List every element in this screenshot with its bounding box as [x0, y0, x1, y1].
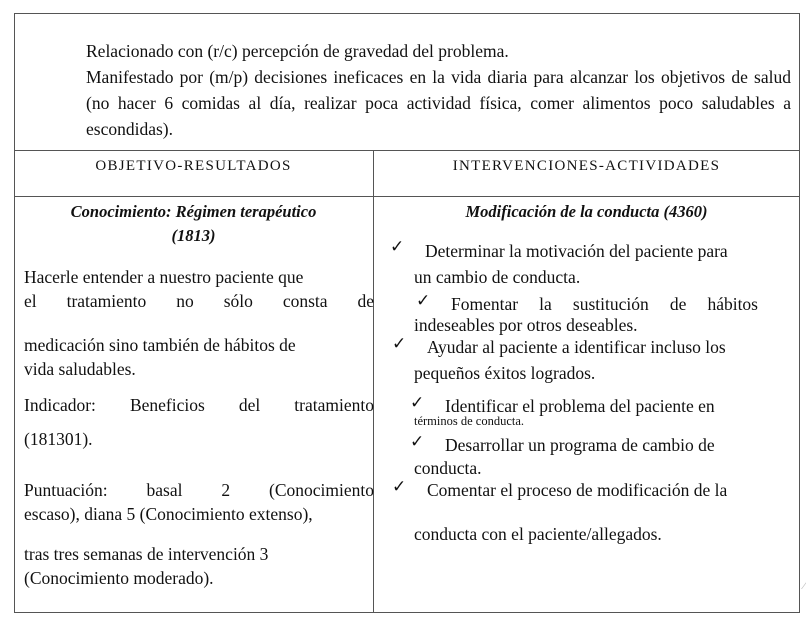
score-line-1: Puntuación: basal 2 (Conocimiento: [24, 480, 374, 500]
activity-3-line-1: Ayudar al paciente a identificar incluso los: [427, 337, 726, 357]
indicator-line-1: Indicador: Beneficios del tratamiento: [24, 395, 374, 415]
header-objetivo: OBJETIVO-RESULTADOS: [95, 158, 292, 174]
score-cont: [24, 542, 374, 590]
objective-line-4: vida saludables.: [24, 359, 136, 379]
check-icon: ✓: [392, 477, 407, 497]
page-edge-mark: ⁄: [803, 578, 806, 593]
activity-4-line-1: Identificar el problema del paciente en: [445, 396, 715, 416]
score-line-2: escaso), diana 5 (Conocimiento extenso),: [24, 504, 313, 524]
intro-line-1: Relacionado con (r/c) percepción de gravedad del problema.: [86, 41, 509, 61]
activity-1-line-2: un cambio de conducta.: [414, 267, 581, 287]
activity-4-line-2: términos de conducta.: [414, 414, 525, 428]
activity-2-line-1: Fomentar la sustitución de hábitos: [451, 294, 758, 314]
score-line-3: tras tres semanas de intervención 3: [24, 544, 269, 564]
objective-line-1: Hacerle entender a nuestro paciente que: [24, 267, 304, 287]
table-top-border: [14, 150, 800, 151]
objective-line-2: el tratamiento no sólo consta de: [24, 291, 374, 311]
left-title-line-2: (1813): [171, 226, 216, 245]
left-title-line-1: Conocimiento: Régimen terapéutico: [70, 202, 317, 221]
activity-5-line-1: Desarrollar un programa de cambio de: [445, 435, 715, 455]
score-line-4: (Conocimiento moderado).: [24, 568, 214, 588]
check-icon: ✓: [410, 393, 425, 413]
check-icon: ✓: [392, 334, 407, 354]
indicator-code: [24, 427, 374, 451]
check-icon: ✓: [390, 237, 405, 257]
score: [24, 478, 374, 526]
header-bottom-border: [14, 196, 800, 197]
left-title: [14, 200, 373, 248]
objective-line-3: medicación sino también de hábitos de: [24, 335, 296, 355]
indicator-line-2: (181301).: [24, 429, 93, 449]
activity-5-line-2: conducta.: [414, 458, 482, 478]
objective-paragraph: [24, 265, 374, 313]
indicator: [24, 393, 374, 417]
activity-1-line-1: Determinar la motivación del paciente para: [425, 241, 728, 261]
right-title: Modificación de la conducta (4360): [465, 202, 708, 221]
header-intervenciones: INTERVENCIONES-ACTIVIDADES: [452, 158, 721, 174]
check-icon: ✓: [416, 291, 431, 311]
activity-6-line-1: Comentar el proceso de modificación de la: [427, 480, 728, 500]
check-icon: ✓: [410, 432, 425, 452]
intro-line-2: Manifestado por (m/p) decisiones ineficaces en la vida diaria para alcanzar los objetivos de salud (no hacer 6 comidas al día, realizar poca actividad física, comer alimentos poco saludables a escondidas).: [86, 67, 791, 139]
objective-paragraph-cont: [24, 333, 374, 381]
activity-2-line-2: indeseables por otros deseables.: [414, 315, 638, 335]
activity-6-line-2: conducta con el paciente/allegados.: [414, 524, 662, 544]
activity-3-line-2: pequeños éxitos logrados.: [414, 363, 596, 383]
intro-text: [86, 38, 791, 142]
